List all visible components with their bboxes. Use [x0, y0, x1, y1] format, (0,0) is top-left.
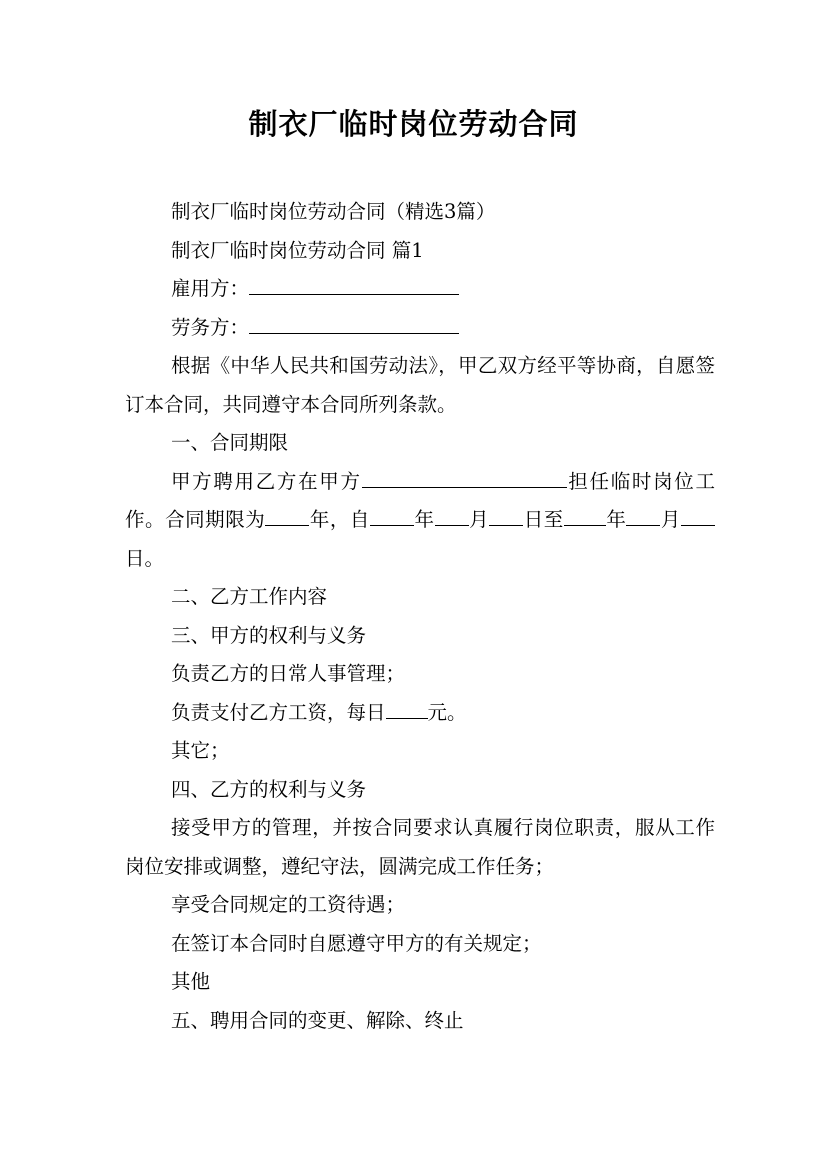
term-years-blank — [265, 505, 309, 526]
s1-text-b: 担任临时岗位工作。合同期限为 — [125, 469, 715, 531]
preamble: 根据《中华人民共和国劳动法》，甲乙双方经平等协商，自愿签订本合同，共同遵守本合同所列条款。 — [125, 354, 715, 416]
worker-line — [125, 309, 715, 348]
position-blank — [362, 466, 567, 487]
employer-label: 雇用方： — [171, 277, 250, 300]
section-1-heading: 一、合同期限 — [171, 431, 289, 454]
s1-year-label: 年，自 — [309, 508, 370, 531]
end-year-blank — [564, 505, 606, 526]
s1-text-a: 甲方聘用乙方在甲方 — [171, 469, 362, 493]
end-day-blank — [681, 505, 715, 526]
s1-year3-label: 年 — [605, 508, 627, 531]
employer-line — [125, 270, 715, 309]
s1-month2-label: 月 — [660, 508, 681, 531]
s4-item-3: 在签订本合同时自愿遵守甲方的有关规定； — [171, 931, 542, 955]
section-3-heading: 三、甲方的权利与义务 — [171, 623, 367, 647]
start-year-blank — [370, 505, 414, 526]
s3-item-1: 负责乙方的日常人事管理； — [171, 662, 406, 685]
section-4-heading: 四、乙方的权利与义务 — [171, 777, 367, 801]
worker-label: 劳务方： — [171, 315, 250, 339]
daily-wage-blank — [386, 697, 428, 718]
s3-item-3: 其它； — [171, 739, 230, 762]
subtitle: 制衣厂临时岗位劳动合同（精选3篇） — [171, 200, 496, 223]
start-day-blank — [489, 505, 523, 526]
s1-month-label: 月 — [468, 508, 490, 531]
section-5-heading: 五、聘用合同的变更、解除、终止 — [171, 1008, 464, 1032]
s4-item-2: 享受合同规定的工资待遇； — [171, 893, 406, 916]
s3-item-2-a: 负责支付乙方工资，每日 — [171, 700, 386, 724]
s1-day-end-label: 日。 — [125, 546, 165, 570]
document-body — [125, 193, 715, 1040]
section-2-heading: 二、乙方工作内容 — [171, 585, 328, 608]
employer-blank — [249, 274, 459, 295]
s4-item-1: 接受甲方的管理，并按合同要求认真履行岗位职责，服从工作岗位安排或调整，遵纪守法，圆满完成工作任务； — [125, 816, 715, 878]
s3-item-2-b: 元。 — [427, 700, 467, 724]
s4-item-4: 其他 — [171, 970, 211, 993]
s1-day-to-label: 日至 — [523, 508, 564, 531]
s1-year2-label: 年 — [413, 508, 435, 531]
s3-item-2 — [125, 694, 715, 733]
section-1-text — [125, 463, 715, 579]
document-title: 制衣厂临时岗位劳动合同 — [248, 107, 579, 141]
worker-blank — [249, 312, 459, 333]
end-month-blank — [626, 505, 660, 526]
start-month-blank — [435, 505, 469, 526]
part-heading: 制衣厂临时岗位劳动合同 篇1 — [171, 238, 424, 262]
